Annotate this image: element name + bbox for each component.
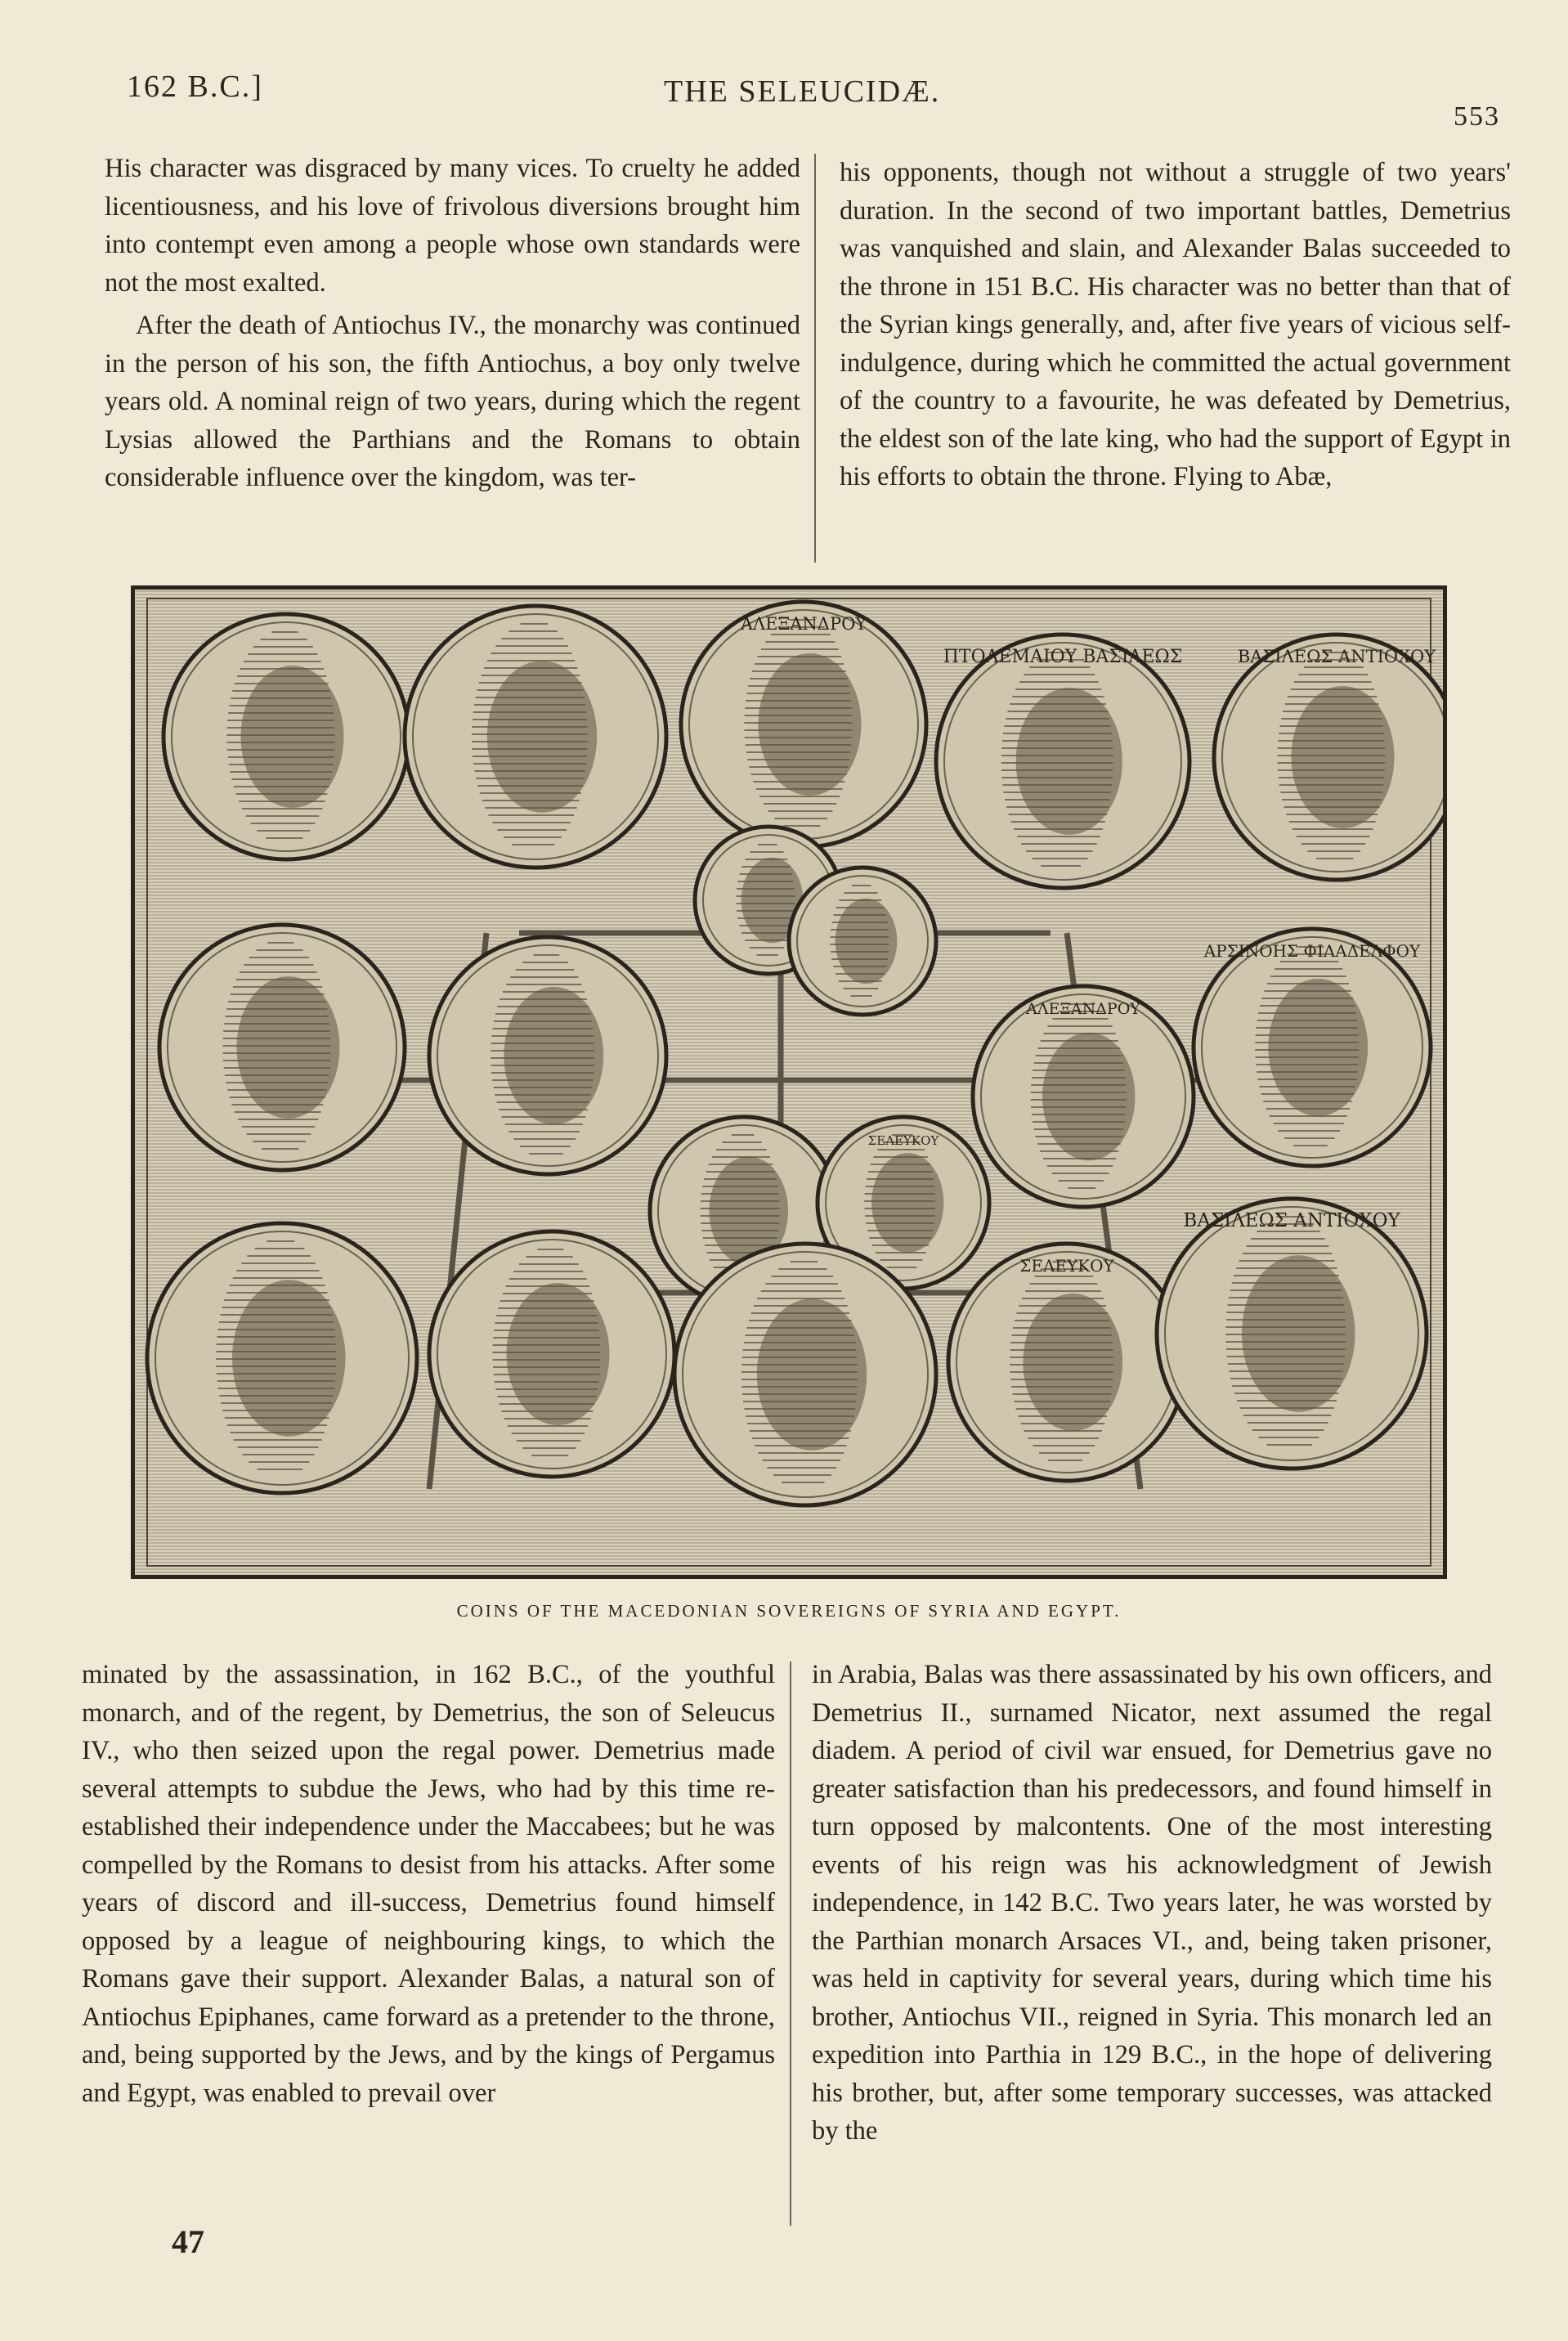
coin-cornucopia <box>1194 929 1431 1166</box>
coin-legend: ΑΛΕΞΑΝΔΡΟΥ <box>740 614 867 634</box>
figure-caption: COINS OF THE MACEDONIAN SOVEREIGNS OF SYRIA AND EGYPT. <box>456 1601 1122 1621</box>
coin-small-seated-figure <box>789 868 936 1015</box>
top-left-column <box>105 150 800 497</box>
coin-seated-figure-1 <box>1214 635 1443 880</box>
running-head-title: THE SELEUCIDÆ. <box>664 74 941 109</box>
coin-curly-head <box>405 606 666 868</box>
paragraph: in Arabia, Balas was there assassinated by his own officers, and Demetrius II., surnamed Nicator, next assumed the regal diadem. A period of civil war ensued, for Demetrius gave no greater satisfaction than his predecessors, and found himself in turn opposed by malcontents. One of the most interesting events of his reign was his acknowledgment of Jewish independence, in 142 B.C. Two years later, he was worsted by the Parthian monarch Arsaces VI., and, being taken prisoner, was held in captivity for several years, during which time his brother, Antiochus VII., reigned in Syria. This monarch led an expedition into Parthia in 129 B.C., in the hope of delivering his brother, but, after some temporary successes, was attacked by the <box>812 1660 1492 2146</box>
coin-athena-standing <box>681 602 926 847</box>
signature-mark: 47 <box>172 2223 204 2260</box>
coin-legend: ΣΕΛΕΥΚΟΥ <box>867 1133 939 1148</box>
top-right-column <box>840 154 1511 496</box>
paragraph: After the death of Antiochus IV., the monarchy was continued in the person of his son, the fifth Antiochus, a boy only twelve years old. A nominal reign of two years, during which the regent Lysias allowed the Parthians and the Romans to obtain considerable influence over the kingdom, was ter- <box>105 311 800 492</box>
paragraph: his opponents, though not without a struggle of two years' duration. In the second of two important battles, Demetrius was vanquished and slain, and Alexander Balas succeeded to the throne in 151 B.C. His character was no better than that of the Syrian kings generally, and, after five years of vicious self-indulgence, during which he committed the actual government of the country to a favourite, he was defeated by Demetrius, the eldest son of the late king, who had the support of Egypt in his efforts to obtain the throne. Flying to Abæ, <box>840 158 1511 491</box>
coin-lion-skin-head <box>429 937 666 1174</box>
column-divider-top <box>814 154 816 563</box>
coin-legend: ΑΡΣΙΝΟΗΣ ΦΙΛΑΔΕΛΦΟΥ <box>1203 941 1421 961</box>
column-divider-bottom <box>790 1662 791 2226</box>
coin-laureate-head <box>429 1231 674 1477</box>
coin-legend: ΒΑΣΙΛΕΩΣ ΑΝΤΙΟΧΟΥ <box>1237 647 1436 666</box>
page-number: 553 <box>1454 101 1500 132</box>
coin-legend: ΠΤΟΛΕΜΑΙΟΥ ΒΑΣΙΛΕΩΣ <box>943 647 1183 667</box>
running-head-left: 162 B.C.] <box>127 70 263 104</box>
coin-legend: ΣΕΛΕΥΚΟΥ <box>1019 1256 1114 1276</box>
bottom-left-column <box>82 1656 775 2112</box>
coin-diademed-head-left <box>164 614 409 859</box>
coin-plate <box>131 585 1447 1579</box>
coin-elephant-quadriga <box>948 1244 1185 1481</box>
coin-legend: ΒΑΣΙΛΕΩΣ ΑΝΤΙΟΧΟΥ <box>1183 1210 1400 1231</box>
coin-eagle <box>936 635 1189 888</box>
bottom-right-column <box>812 1656 1492 2150</box>
paragraph: His character was disgraced by many vices. To cruelty he added licentiousness, and his love of frivolous diversions brought him into contempt even among a people whose own standards were not the most exalted. <box>105 154 800 298</box>
coin-alexander-head <box>674 1244 936 1505</box>
coins-illustration <box>135 590 1443 1575</box>
paragraph: minated by the assassination, in 162 B.C., of the youthful monarch, and of the regent, by Demetrius, the son of Seleucus IV., who then seized upon the regal power. Demetrius made several attempts to subdue the Jews, who had by this time re-established their independence under the Maccabees; but he was compelled by the Romans to desist from his attacks. After some years of discord and ill-success, Demetrius found himself opposed by a league of neighbouring kings, to which the Romans gave their support. Alexander Balas, a natural son of Antiochus Epiphanes, came forward as a pretender to the throne, and, being supported by the Jews, and by the kings of Pergamus and Egypt, was enabled to prevail over <box>82 1660 775 2108</box>
coin-seated-apollo <box>1157 1199 1427 1469</box>
coin-veiled-queen <box>159 925 405 1170</box>
coin-zeus-enthroned <box>973 986 1194 1207</box>
coin-legend: ΑΛΕΞΑΝΔΡΟΥ <box>1026 1000 1140 1018</box>
coin-radiate-head <box>147 1223 417 1493</box>
